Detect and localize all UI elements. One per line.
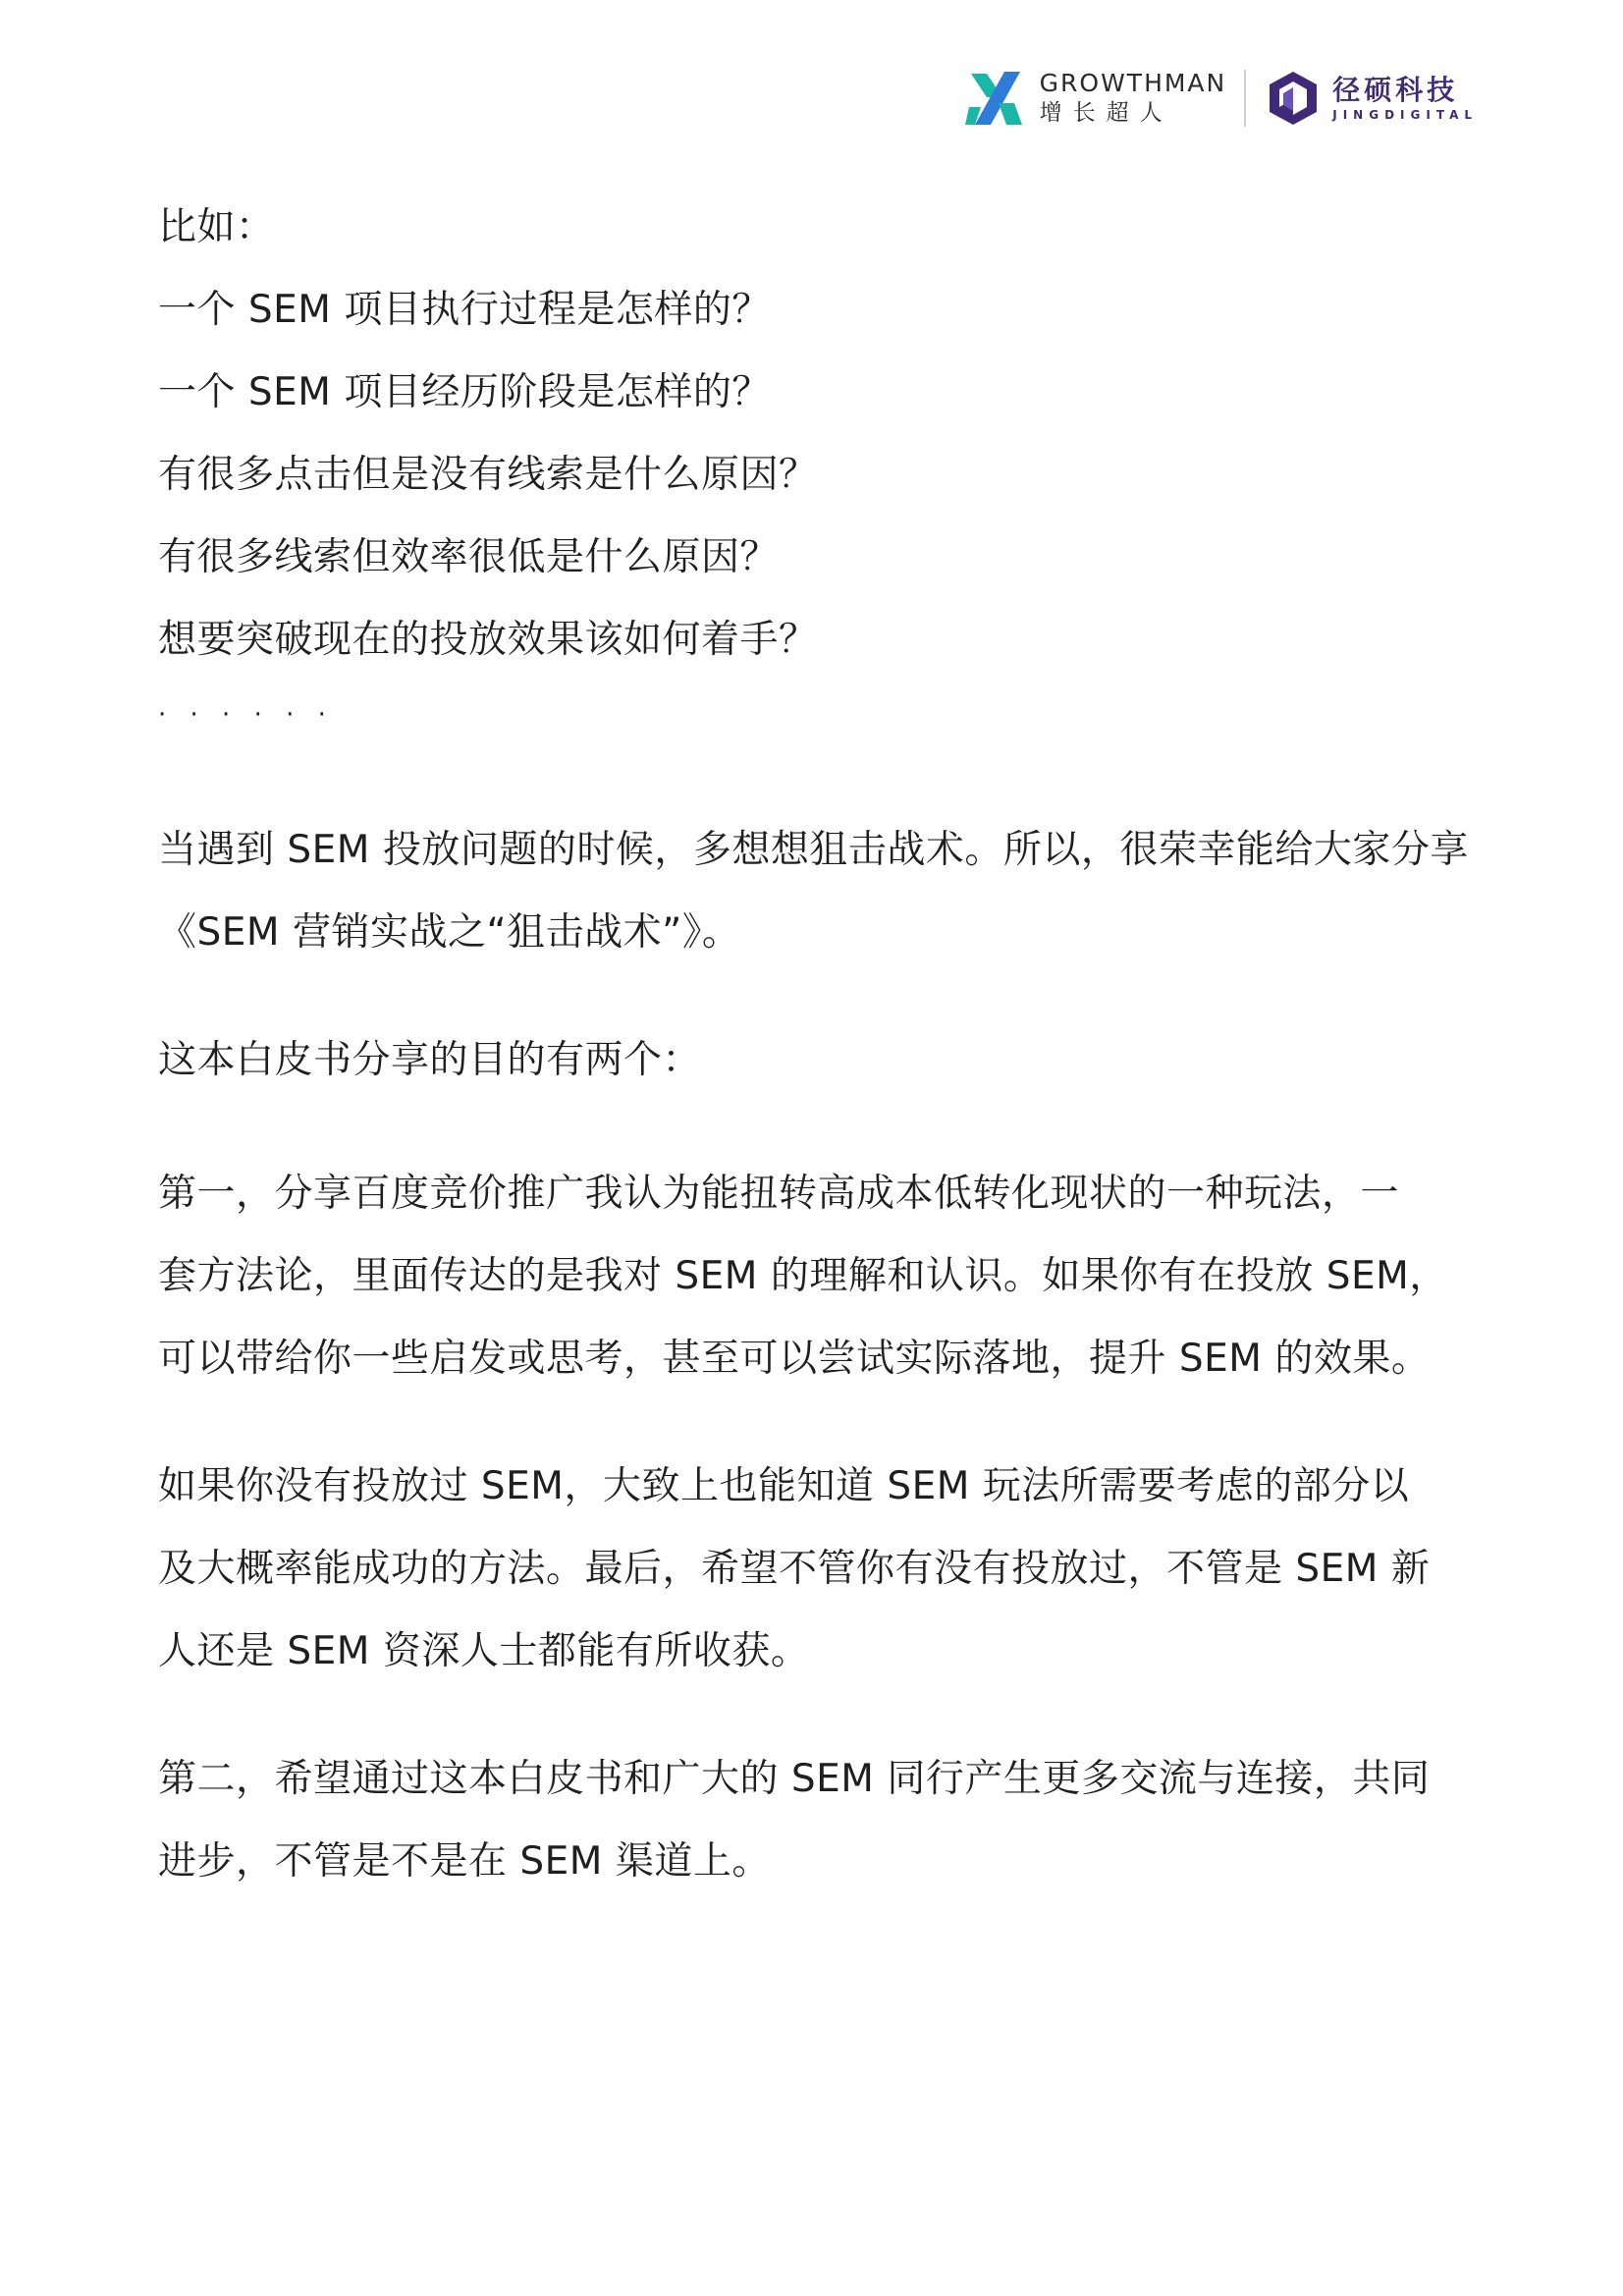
intro-label: 比如： (158, 205, 275, 249)
question-item: 有很多点击但是没有线索是什么原因？ (158, 453, 818, 497)
ellipsis: · · · · · · (158, 700, 334, 730)
paragraph-4-line: 人还是 SEM 资深人士都能有所收获。 (158, 1629, 810, 1673)
paragraph-3-line: 第一，分享百度竞价推广我认为能扭转高成本低转化现状的一种玩法，一 (158, 1172, 1400, 1216)
jingdigital-cn-name: 径硕科技 (1332, 74, 1459, 106)
paragraph-5-line: 进步，不管是不是在 SEM 渠道上。 (158, 1839, 771, 1884)
paragraph-4-line: 及大概率能成功的方法。最后，希望不管你有没有投放过，不管是 SEM 新 (158, 1547, 1431, 1591)
paragraph-3-line: 套方法论，里面传达的是我对 SEM 的理解和认识。如果你有在投放 SEM， (158, 1254, 1448, 1298)
jingdigital-logo (1268, 70, 1478, 127)
paragraph-4-line: 如果你没有投放过 SEM，大致上也能知道 SEM 玩法所需要考虑的部分以 (158, 1464, 1410, 1508)
logo-divider (1244, 70, 1246, 127)
paragraph-3-line: 可以带给你一些启发或思考，甚至可以尝试实际落地，提升 SEM 的效果。 (158, 1337, 1431, 1381)
page-header (965, 65, 1478, 132)
growthman-logo (965, 68, 1227, 129)
growthman-name: GROWTHMAN (1039, 69, 1227, 97)
question-item: 一个 SEM 项目经历阶段是怎样的？ (158, 370, 771, 414)
jingdigital-en-name: JINGDIGITAL (1332, 108, 1478, 122)
paragraph-1-line: 《SEM 营销实战之“狙击战术”》。 (158, 910, 741, 955)
jingdigital-mark-icon (1268, 70, 1319, 127)
growthman-cn-name: 增长超人 (1039, 100, 1173, 126)
question-item: 想要突破现在的投放效果该如何着手？ (158, 618, 818, 662)
paragraph-2-line: 这本白皮书分享的目的有两个： (158, 1038, 702, 1082)
paragraph-5-line: 第二，希望通过这本白皮书和广大的 SEM 同行产生更多交流与连接，共同 (158, 1757, 1431, 1801)
paragraph-1-line: 当遇到 SEM 投放问题的时候，多想想狙击战术。所以，很荣幸能给大家分享 (158, 828, 1469, 872)
question-item: 一个 SEM 项目执行过程是怎样的？ (158, 288, 771, 332)
question-item: 有很多线索但效率很低是什么原因？ (158, 535, 780, 579)
growthman-mark-icon (965, 68, 1026, 129)
